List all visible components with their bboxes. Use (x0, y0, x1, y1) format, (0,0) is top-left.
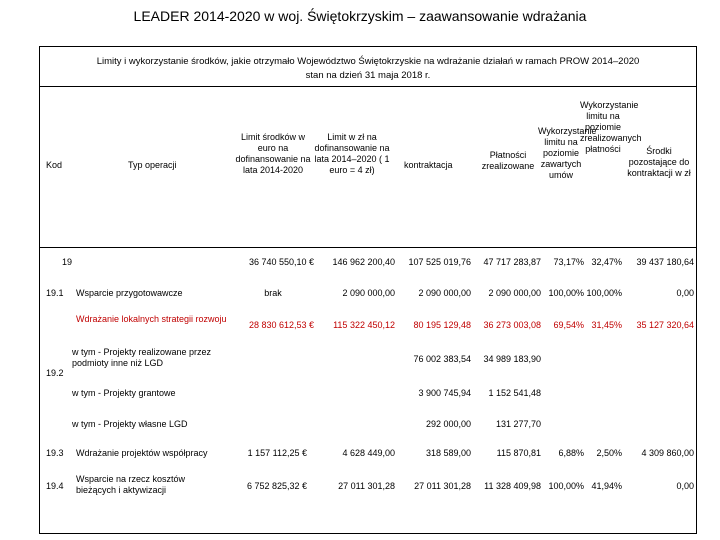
row-divider (39, 86, 697, 87)
header-platnosci: Płatności zrealizowane (481, 150, 535, 171)
cell-limit-pln: 2 090 000,00 (342, 288, 395, 298)
cell-platnosci: 11 328 409,98 (484, 481, 541, 491)
cell-wyk-platnosci: 31,45% (591, 320, 622, 330)
cell-wyk-platnosci: 41,94% (591, 481, 622, 491)
cell-limit-eur: 6 752 825,32 € (246, 481, 307, 491)
cell-kontraktacja: 2 090 000,00 (418, 288, 471, 298)
cell-limit-pln: 27 011 301,28 (338, 481, 395, 491)
cell-platnosci: 36 273 003,08 (483, 320, 541, 330)
cell-kontraktacja: 80 195 129,48 (413, 320, 471, 330)
cell-limit-eur: 28 830 612,53 € (248, 320, 314, 330)
cell-wyk-limitu: 6,88% (558, 448, 584, 458)
cell-limit-pln: 115 322 450,12 (333, 320, 395, 330)
cell-kod: 19.1 (46, 288, 64, 298)
header-kod: Kod (46, 160, 63, 170)
cell-limit-eur: 36 740 550,10 € (248, 257, 314, 267)
subtitle-line-2: stan na dzień 31 maja 2018 r. (305, 70, 431, 81)
cell-limit-eur: 1 157 112,25 € (247, 448, 307, 458)
cell-wyk-limitu: 100,00% (548, 288, 584, 298)
cell-typ: w tym - Projekty grantowe (72, 388, 176, 398)
cell-kod: 19.4 (46, 481, 64, 491)
cell-wyk-platnosci: 100,00% (586, 288, 622, 298)
cell-limit-pln: 4 628 449,00 (342, 448, 395, 458)
header-limit-eur: Limit środków w euro na dofinansowanie na lata 2014-2020 (235, 132, 311, 175)
cell-pozostale: 4 309 860,00 (641, 448, 694, 458)
cell-kontraktacja: 292 000,00 (425, 419, 471, 429)
cell-kontraktacja: 76 002 383,54 (413, 354, 471, 364)
cell-kod: 19 (62, 257, 73, 267)
page-title: LEADER 2014-2020 w woj. Świętokrzyskim – zaawansowanie wdrażania (133, 8, 587, 24)
cell-kod: 19.3 (46, 448, 64, 458)
cell-typ: Wdrażanie lokalnych strategii rozwoju (76, 314, 227, 324)
header-wykorzystanie-umow: Wykorzystanie limitu na poziomie zawartych umów (538, 126, 597, 180)
cell-typ: w tym - Projekty realizowane przez podmioty inne niż LGD (72, 347, 212, 368)
cell-typ: Wsparcie przygotowawcze (76, 288, 183, 298)
cell-platnosci: 131 277,70 (495, 419, 541, 429)
cell-platnosci: 2 090 000,00 (488, 288, 541, 298)
cell-typ: w tym - Projekty własne LGD (72, 419, 188, 429)
cell-platnosci: 1 152 541,48 (488, 388, 541, 398)
cell-wyk-limitu: 73,17% (553, 257, 584, 267)
cell-pozostale: 0,00 (676, 481, 694, 491)
header-pozostale: Środki pozostające do kontraktacji w zł (627, 146, 691, 178)
cell-platnosci: 115 870,81 (496, 448, 541, 458)
header-kontraktacja: kontraktacja (404, 160, 453, 170)
cell-kontraktacja: 318 589,00 (425, 448, 471, 458)
table-subtitle (39, 55, 697, 83)
row-divider (39, 247, 697, 248)
cell-limit-eur: brak (264, 288, 282, 298)
cell-pozostale: 0,00 (676, 288, 694, 298)
header-limit-pln: Limit w zł na dofinansowanie na lata 2014–2020 ( 1 euro = 4 zł) (314, 132, 390, 175)
cell-wyk-platnosci: 2,50% (596, 448, 622, 458)
cell-kontraktacja: 3 900 745,94 (418, 388, 471, 398)
cell-pozostale: 35 127 320,64 (636, 320, 694, 330)
cell-platnosci: 34 989 183,90 (483, 354, 541, 364)
cell-kod: 19.2 (46, 368, 64, 378)
cell-typ: Wsparcie na rzecz kosztów bieżących i aktywizacji (76, 474, 186, 495)
subtitle-line-1: Limity i wykorzystanie środków, jakie otrzymało Województwo Świętokrzyskie na wdrażanie działań w ramach PROW 2014–2020 (96, 56, 640, 67)
cell-wyk-limitu: 69,54% (553, 320, 584, 330)
header-wykorzystanie-platnosci: Wykorzystanie limitu na poziomie zrealizowanych płatności (580, 100, 642, 154)
cell-wyk-limitu: 100,00% (548, 481, 584, 491)
cell-kontraktacja: 27 011 301,28 (414, 481, 471, 491)
header-typ-operacji: Typ operacji (128, 160, 177, 170)
cell-pozostale: 39 437 180,64 (636, 257, 694, 267)
cell-kontraktacja: 107 525 019,76 (408, 257, 471, 267)
cell-wyk-platnosci: 32,47% (591, 257, 622, 267)
cell-typ: Wdrażanie projektów współpracy (76, 448, 208, 458)
cell-platnosci: 47 717 283,87 (483, 257, 541, 267)
cell-limit-pln: 146 962 200,40 (332, 257, 395, 267)
